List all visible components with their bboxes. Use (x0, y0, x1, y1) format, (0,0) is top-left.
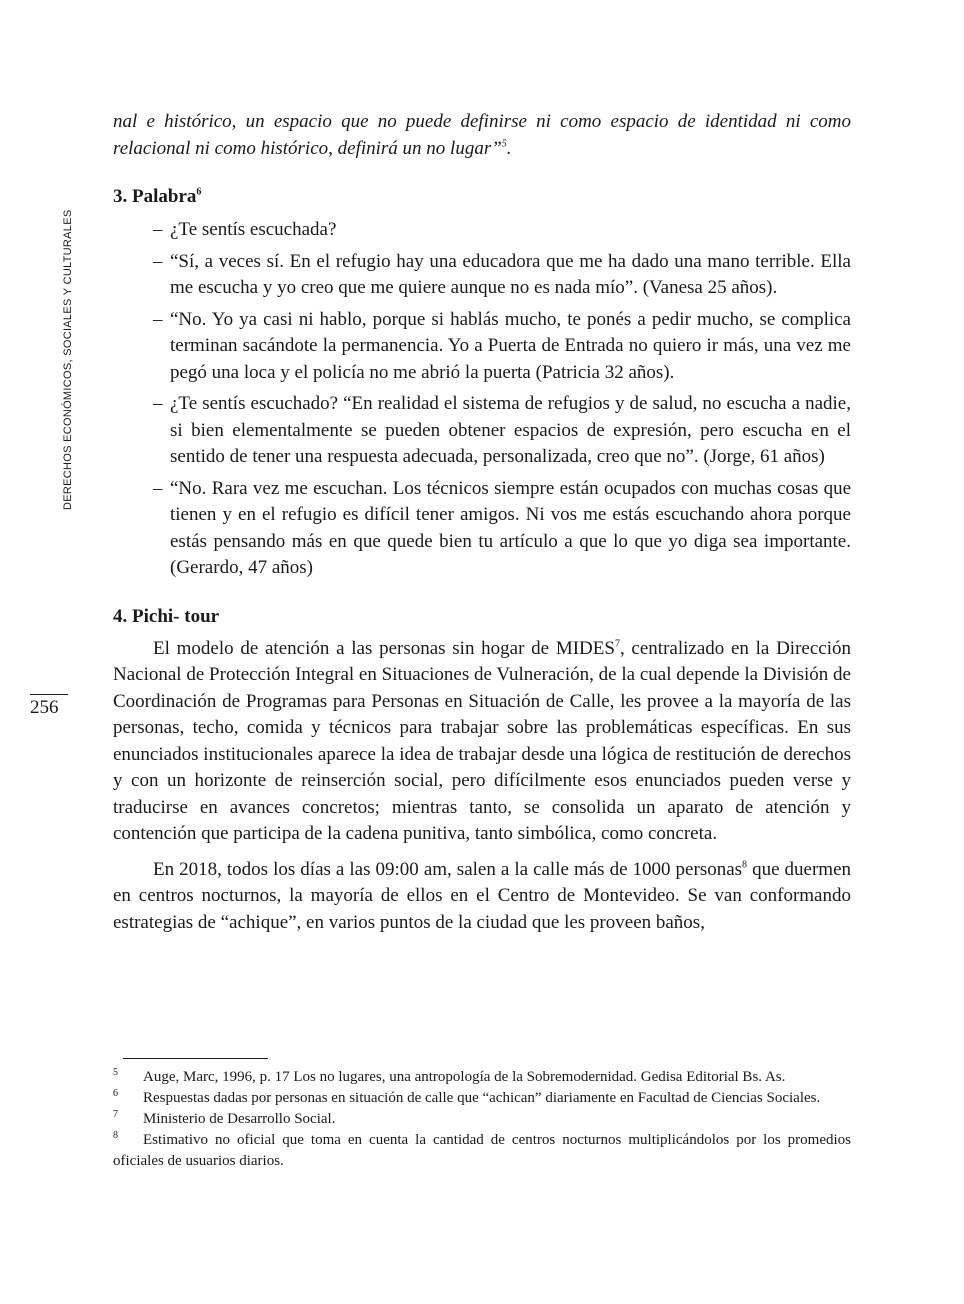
page-number: 256 (30, 697, 59, 718)
footnote-5: 5 Auge, Marc, 1996, p. 17 Los no lugares, una antropología de la Sobremodernidad. Gedisa Editorial Bs. As. (113, 1067, 786, 1085)
paragraph-2-start: En 2018, todos los días a las 09:00 am, salen a la calle más de 1000 personas (153, 858, 743, 880)
footnote-rule (123, 1058, 268, 1059)
dash-marker: – (153, 477, 163, 499)
dash-marker: – (153, 393, 163, 414)
dialogue-item (113, 217, 851, 244)
note-ref-5: 5 (501, 138, 507, 150)
dialogue-item-text: “No. Yo ya casi ni hablo, porque si hablás mucho, te ponés a pedir mucho, se complica terminan sacándote la permanencia. Yo a Puerta de Entrada no quiero ir más, una vez me pegó una loca y el policía no me abrió la puerta (Patricia 32 años). (170, 308, 851, 383)
dialogue-item-text: ¿Te sentís escuchada? (170, 219, 337, 240)
paragraph-1-start: El modelo de atención a las personas sin hogar de MIDES (153, 637, 615, 659)
body-paragraph-1 (113, 636, 851, 848)
footnote-text: Estimativo no oficial que toma en cuenta la cantidad de centros nocturnos multiplicándolos por los promedios oficiales de usuarios diarios. (113, 1132, 851, 1169)
dialogue-item (113, 307, 851, 387)
dialogue-item (113, 476, 851, 582)
dialogue-item-text: ¿Te sentís escuchado? “En realidad el sistema de refugios y de salud, no escucha a nadie, si bien elementalmente se pueden obtener espacios de expresión, pero escucha en el sentido de tener una respuesta adecuada, personalizada, creo que no”. (Jorge, 61 años) (170, 393, 851, 467)
intro-quote-tail: . (506, 138, 512, 159)
footnote-text: Auge, Marc, 1996, p. 17 Los no lugares, una antropología de la Sobremodernidad. Gedisa Editorial Bs. As. (143, 1069, 786, 1085)
intro-quote-text: nal e histórico, un espacio que no puede definirse ni como espacio de identidad ni como relacional ni como histórico, definirá un no lugar” (113, 111, 851, 159)
note-ref-8: 8 (742, 859, 748, 871)
dialogue-item (113, 249, 851, 302)
section-3-heading (113, 186, 851, 208)
footnote-7: 7 Ministerio de Desarrollo Social. (113, 1109, 336, 1127)
note-ref-6: 6 (196, 186, 202, 198)
running-title: DERECHOS ECONÓMICOS, SOCIALES Y CULTURALES (62, 209, 74, 510)
footnote-text: Respuestas dadas por personas en situación de calle que “achican” diariamente en Facultad de Ciencias Sociales. (143, 1090, 821, 1106)
note-ref-7: 7 (614, 638, 620, 650)
section-3-title: 3. Palabra (113, 186, 197, 207)
page-number-block (30, 694, 70, 719)
dialogue-list (113, 217, 851, 582)
body-paragraph-2 (113, 857, 851, 937)
page-number-rule (30, 694, 68, 695)
paragraph-1-rest: , centralizado en la Dirección Nacional de Protección Integral en Situaciones de Vulneración, de la cual depende la División de Coordinación de Programas para Personas en Situación de Calle, les provee a la mayoría de las personas, techo, comida y técnicos para trabajar sobre las problemáticas específicas. En sus enunciados institucionales aparece la idea de trabajar desde una lógica de restitución de derechos y con un horizonte de reinserción social, pero difícilmente esos enunciados pueden verse y traducirse en avances concretos; mientras tanto, se consolida un aparato de atención y contención que participa de la cadena punitiva, tanto simbólica, como concreta. (113, 637, 851, 844)
section-4-heading: 4. Pichi- tour (113, 605, 220, 627)
dash-marker: – (153, 219, 163, 240)
dash-marker: – (153, 308, 163, 330)
dialogue-item-text: “No. Rara vez me escuchan. Los técnicos siempre están ocupados con muchas cosas que tienen y en el refugio es difícil tener amigos. Ni vos me estás escuchando ahora porque estás pensando más en que quede bien tu artículo a que lo que yo diga sea importante. (Gerardo, 47 años) (170, 477, 851, 578)
main-content (113, 108, 851, 936)
footnote-6: 6 Respuestas dadas por personas en situación de calle que “achican” diariamente en Facultad de Ciencias Sociales. (113, 1088, 821, 1106)
footnote-8: 8 Estimativo no oficial que toma en cuenta la cantidad de centros nocturnos multiplicándolos por los promedios oficiales de usuarios diarios. (113, 1130, 851, 1169)
dialogue-item-text: “Sí, a veces sí. En el refugio hay una educadora que me ha dado una mano terrible. Ella me escucha y yo creo que me quiere aunque no es nada mío”. (Vanesa 25 años). (170, 250, 851, 298)
dialogue-item (113, 391, 851, 471)
footnote-text: Ministerio de Desarrollo Social. (143, 1111, 336, 1127)
dash-marker: – (153, 250, 163, 272)
paragraph-2-rest: que duermen en centros nocturnos, la mayoría de ellos en el Centro de Montevideo. Se van conformando estrategias de “achique”, en varios puntos de la ciudad que les proveen baños, (113, 858, 852, 933)
intro-quote (113, 108, 851, 162)
footnotes (113, 1058, 851, 1172)
